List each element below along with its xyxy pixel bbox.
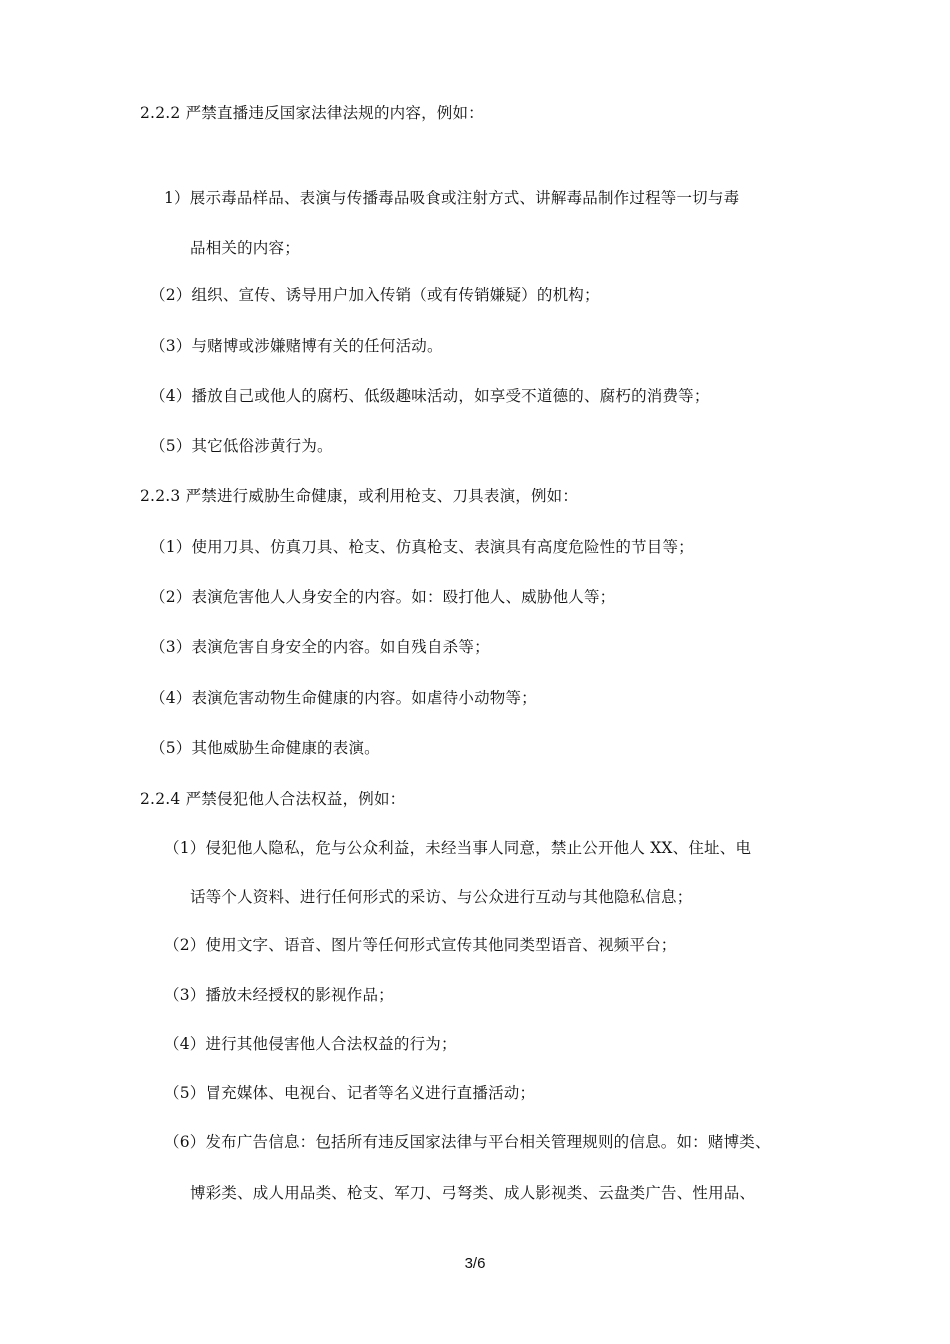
section-heading-2-2-3: 2.2.3 严禁进行威胁生命健康，或利用枪支、刀具表演，例如： <box>140 487 579 505</box>
list-item: （3）播放未经授权的影视作品； <box>164 986 394 1004</box>
list-item: （3）与赌博或涉嫌赌博有关的任何活动。 <box>150 337 443 355</box>
list-item: （2）使用文字、语音、图片等任何形式宣传其他同类型语音、视频平台； <box>164 936 677 954</box>
list-item: （4）表演危害动物生命健康的内容。如虐待小动物等； <box>150 689 537 707</box>
list-item: （5）其他威胁生命健康的表演。 <box>150 739 380 757</box>
list-item: （4）进行其他侵害他人合法权益的行为； <box>164 1035 457 1053</box>
section-heading-2-2-2: 2.2.2 严禁直播违反国家法律法规的内容，例如： <box>140 104 484 122</box>
list-item-continuation: 博彩类、成人用品类、枪支、军刀、弓弩类、成人影视类、云盘类广告、性用品、 <box>190 1184 756 1202</box>
section-heading-2-2-4: 2.2.4 严禁侵犯他人合法权益，例如： <box>140 790 406 808</box>
list-item: 1）展示毒品样品、表演与传播毒品吸食或注射方式、讲解毒品制作过程等一切与毒 <box>164 189 740 207</box>
list-item-continuation: 话等个人资料、进行任何形式的采访、与公众进行互动与其他隐私信息； <box>190 888 693 906</box>
list-item: （1）侵犯他人隐私，危与公众利益，未经当事人同意，禁止公开他人 XX、住址、电 <box>164 839 752 857</box>
page-number: 3/6 <box>464 1255 486 1272</box>
list-item: （2）表演危害他人人身安全的内容。如：殴打他人、威胁他人等； <box>150 588 616 606</box>
list-item-continuation: 品相关的内容； <box>190 239 300 257</box>
list-item: （2）组织、宣传、诱导用户加入传销（或有传销嫌疑）的机构； <box>150 286 600 304</box>
list-item: （3）表演危害自身安全的内容。如自残自杀等； <box>150 638 490 656</box>
list-item: （1）使用刀具、仿真刀具、枪支、仿真枪支、表演具有高度危险性的节目等； <box>150 538 694 556</box>
list-item: （4）播放自己或他人的腐朽、低级趣味活动，如享受不道德的、腐朽的消费等； <box>150 387 710 405</box>
list-item: （5）其它低俗涉黄行为。 <box>150 437 333 455</box>
list-item: （6）发布广告信息：包括所有违反国家法律与平台相关管理规则的信息。如：赌博类、 <box>164 1133 771 1151</box>
list-item: （5）冒充媒体、电视台、记者等名义进行直播活动； <box>164 1084 536 1102</box>
